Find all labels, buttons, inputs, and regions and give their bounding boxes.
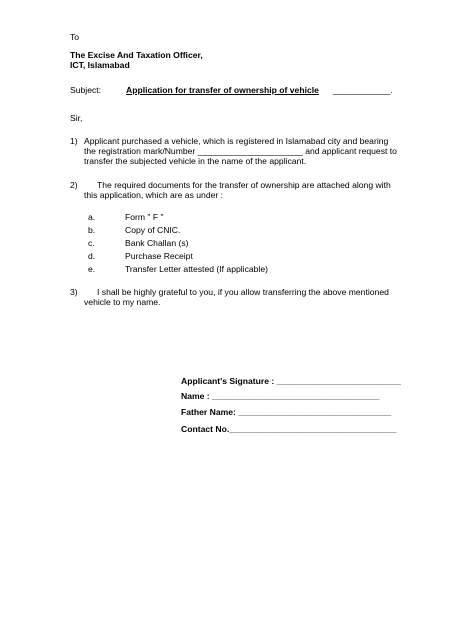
subject-text: Application for transfer of ownership of vehicle [126, 85, 319, 95]
list-item-letter: a. [88, 212, 96, 222]
list-item-letter: e. [88, 264, 96, 274]
list-item-text: Copy of CNIC. [125, 225, 181, 235]
para1-number: 1) [70, 136, 78, 146]
salutation: Sir, [70, 113, 83, 123]
contact-number-line: Contact No.___________________________________ [181, 424, 397, 434]
para3-line2: vehicle to my name. [84, 297, 161, 307]
list-item-letter: d. [88, 251, 96, 261]
para1-line1: Applicant purchased a vehicle, which is registered in Islamabad city and bearing [84, 136, 389, 146]
list-item-text: Form " F " [125, 212, 164, 222]
list-item-text: Bank Challan (s) [125, 238, 189, 248]
list-item-letter: c. [88, 238, 95, 248]
para2-number: 2) [70, 180, 78, 190]
subject-blank: ____________. [333, 85, 393, 95]
para2-line1: The required documents for the transfer of ownership are attached along with [97, 180, 391, 190]
name-line: Name : ___________________________________ [181, 391, 380, 401]
para2-line2: this application, which are as under : [84, 190, 224, 200]
para3-number: 3) [70, 287, 78, 297]
applicant-signature-line: Applicant's Signature : __________________________ [181, 376, 401, 386]
list-item-text: Transfer Letter attested (If applicable) [125, 264, 268, 274]
to-label: To [70, 32, 80, 42]
list-item-letter: b. [88, 225, 96, 235]
father-name-line: Father Name: ________________________________ [181, 407, 392, 417]
recipient-location: ICT, Islamabad [70, 60, 130, 70]
para1-line3: transfer the subjected vehicle in the name of the applicant. [84, 156, 307, 166]
list-item-text: Purchase Receipt [125, 251, 193, 261]
para3-line1: I shall be highly grateful to you, if you allow transferring the above mentioned [97, 287, 389, 297]
recipient-title: The Excise And Taxation Officer, [70, 50, 203, 60]
para1-line2: the registration mark/Number ______________________ and applicant request to [84, 146, 397, 156]
subject-label: Subject: [70, 85, 102, 95]
